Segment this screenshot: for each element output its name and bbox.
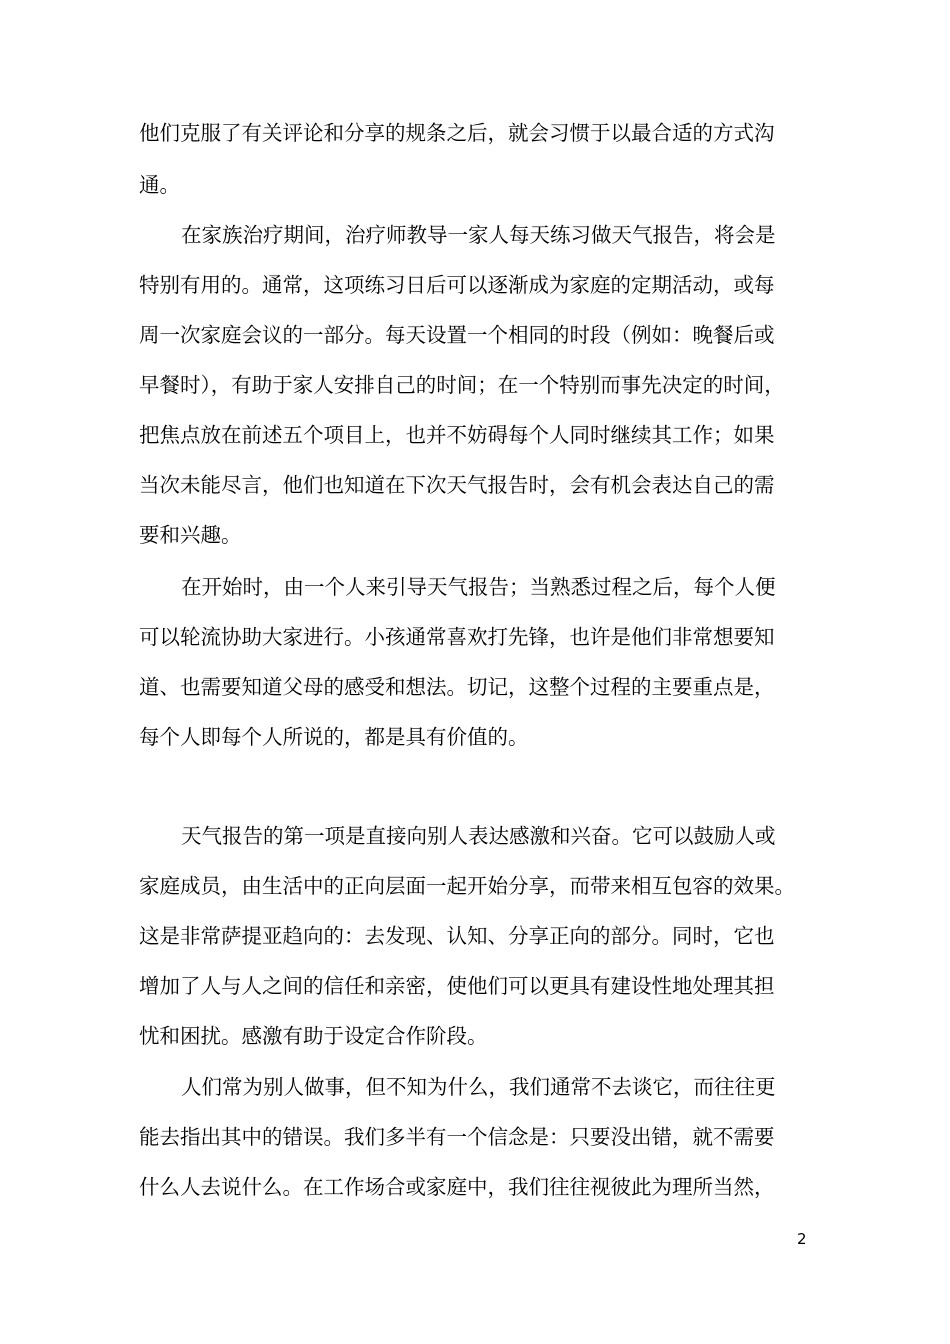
text-line: 这是非常萨提亚趋向的：去发现、认知、分享正向的部分。同时，它也 xyxy=(139,924,775,948)
text-line: 增加了人与人之间的信任和亲密，使他们可以更具有建设性地处理其担 xyxy=(139,974,775,998)
text-line: 特别有用的。通常，这项练习日后可以逐渐成为家庭的定期活动，或每 xyxy=(139,273,775,297)
text-line: 什么人去说什么。在工作场合或家庭中，我们往往视彼此为理所当然， xyxy=(139,1175,775,1199)
text-line: 人们常为别人做事，但不知为什么，我们通常不去谈它，而往往更 xyxy=(181,1075,776,1099)
text-line: 能去指出其中的错误。我们多半有一个信念是：只要没出错，就不需要 xyxy=(139,1125,775,1149)
text-line: 忧和困扰。感激有助于设定合作阶段。 xyxy=(139,1024,488,1048)
text-line: 在家族治疗期间，治疗师教导一家人每天练习做天气报告，将会是 xyxy=(181,223,776,247)
text-line: 把焦点放在前述五个项目上，也并不妨碍每个人同时继续其工作；如果 xyxy=(139,423,775,447)
text-line: 道、也需要知道父母的感受和想法。切记，这整个过程的主要重点是， xyxy=(139,675,775,699)
page-number: 2 xyxy=(797,1230,807,1248)
text-line: 要和兴趣。 xyxy=(139,523,242,547)
text-line: 当次未能尽言，他们也知道在下次天气报告时，会有机会表达自己的需 xyxy=(139,473,775,497)
text-line: 可以轮流协助大家进行。小孩通常喜欢打先锋，也许是他们非常想要知 xyxy=(139,625,775,649)
text-line: 通。 xyxy=(139,173,180,197)
text-line: 在开始时，由一个人来引导天气报告；当熟悉过程之后，每个人便 xyxy=(181,575,776,599)
text-line: 天气报告的第一项是直接向别人表达感激和兴奋。它可以鼓励人或 xyxy=(181,824,776,848)
text-line: 周一次家庭会议的一部分。每天设置一个相同的时段（例如：晚餐后或 xyxy=(139,323,775,347)
text-line: 家庭成员，由生活中的正向层面一起开始分享，而带来相互包容的效果。 xyxy=(139,874,795,898)
text-line: 每个人即每个人所说的，都是具有价值的。 xyxy=(139,725,529,749)
text-line: 他们克服了有关评论和分享的规条之后，就会习惯于以最合适的方式沟 xyxy=(139,121,775,145)
text-line: 早餐时），有助于家人安排自己的时间；在一个特别而事先决定的时间， xyxy=(139,373,785,397)
